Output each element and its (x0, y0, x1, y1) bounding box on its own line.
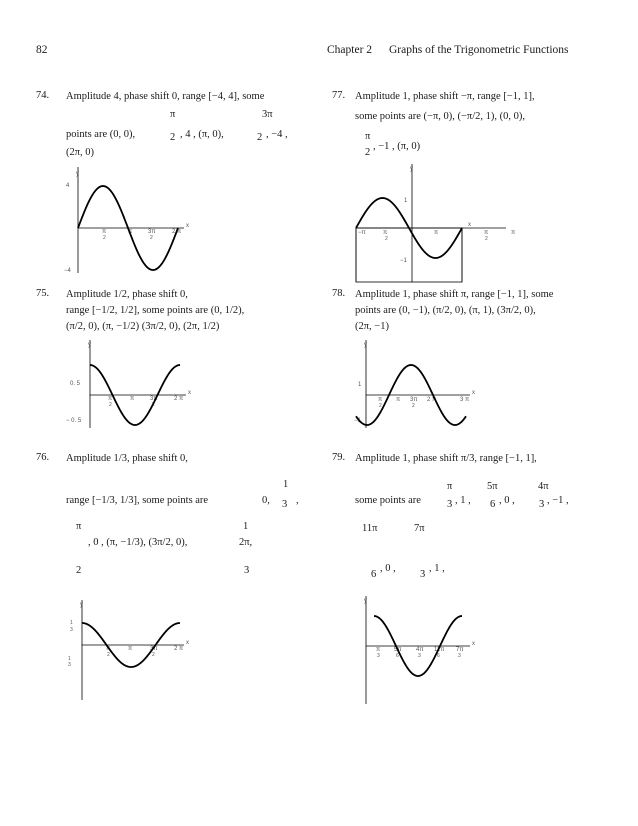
frac-numerator: π (365, 131, 371, 142)
tick-label: 6 (437, 653, 440, 659)
tick-label: 2 (385, 236, 388, 242)
problem-text: some points are (355, 495, 421, 506)
problem-text: Amplitude 1, phase shift −π, range [−1, 1], (355, 91, 535, 102)
tick-label: 2 (107, 652, 110, 658)
problem-number: 79. (332, 452, 346, 463)
frac-denominator: 3 (282, 499, 288, 510)
tick-label: 3 (458, 653, 461, 659)
tick-label: π (128, 646, 133, 652)
tick-label: 7π (456, 647, 464, 653)
tick-label: 3 π (460, 397, 470, 403)
tick-label: π (378, 397, 383, 403)
tick-label: π (130, 396, 135, 402)
tick-label: 11π (434, 647, 445, 653)
tick-label: −1 (354, 418, 361, 424)
frac-denominator: 6 (371, 569, 377, 580)
tick-label: 5π (394, 647, 402, 653)
axis-label: x (472, 641, 475, 647)
tick-label: 2 π (172, 229, 182, 235)
tick-label: 0. 5 (70, 381, 81, 387)
problem-text: (2π, −1) (355, 321, 389, 332)
axis-label: x (468, 222, 471, 228)
tick-label: π (511, 230, 516, 236)
plot-frame (356, 228, 462, 282)
tick-label: − 0. 5 (66, 418, 82, 424)
tick-label: 3 (68, 662, 71, 668)
frac-numerator: π (170, 109, 176, 120)
problem-text: , −1 , (547, 495, 569, 506)
tick-label: 3 (377, 653, 380, 659)
chapter-label: Chapter 2 (327, 44, 373, 56)
frac-numerator: 1 (283, 479, 289, 490)
frac-denominator: 2 (76, 565, 82, 576)
tick-label: 2 (152, 402, 155, 408)
tick-label: π (128, 229, 133, 235)
axis-label: x (188, 390, 191, 396)
problem-text: 2π, (239, 537, 253, 548)
tick-label: 2 (485, 236, 488, 242)
problem-text: Amplitude 1/2, phase shift 0, (66, 289, 188, 300)
tick-label: 2 (379, 403, 382, 409)
frac-numerator: 1 (243, 521, 249, 532)
problem-number: 78. (332, 288, 346, 299)
tick-label: 2 π (174, 646, 184, 652)
axis-label: y (410, 166, 413, 172)
frac-numerator: π (447, 481, 453, 492)
problem-text: Amplitude 1, phase shift π/3, range [−1, 1], (355, 453, 537, 464)
tick-label: π (376, 647, 381, 653)
problem-number: 75. (36, 288, 50, 299)
axis-label: x (186, 223, 189, 229)
problem-number: 77. (332, 90, 346, 101)
problem-number: 76. (36, 452, 50, 463)
tick-label: π (434, 230, 439, 236)
tick-label: 2 π (174, 396, 184, 402)
tick-label: π (102, 229, 107, 235)
problem-text: , 1 , (429, 563, 445, 574)
graph-75 (64, 338, 204, 430)
problem-text: , 4 , (π, 0), (180, 129, 224, 140)
tick-label: 2 (150, 235, 153, 241)
tick-label: 3 (70, 627, 73, 633)
frac-denominator: 2 (170, 132, 176, 143)
frac-denominator: 3 (244, 565, 250, 576)
tick-label: 3π (410, 397, 418, 403)
tick-label: 2 (152, 652, 155, 658)
problem-text: (2π, 0) (66, 147, 95, 158)
problem-text: points are (0, 0), (66, 129, 136, 140)
tick-label: π (106, 646, 111, 652)
tick-label: π (383, 230, 388, 236)
problem-text: Amplitude 1/3, phase shift 0, (66, 453, 188, 464)
problem-text: some points are (−π, 0), (−π/2, 1), (0, 0), (355, 111, 525, 122)
tick-label: 1 (68, 656, 71, 662)
problem-text: (π/2, 0), (π, −1/2) (3π/2, 0), (2π, 1/2) (66, 321, 220, 332)
frac-denominator: 3 (447, 499, 453, 510)
tick-label: −π (358, 230, 366, 236)
axis-label: y (76, 171, 79, 177)
tick-label: 2 (109, 402, 112, 408)
problem-text: , 0 , (π, −1/3), (3π/2, 0), (88, 537, 188, 548)
graph-79 (358, 594, 488, 706)
frac-numerator: 11π (362, 523, 378, 534)
graph-77 (356, 162, 526, 284)
tick-label: 3 (418, 653, 421, 659)
frac-denominator: 2 (365, 147, 371, 158)
frac-numerator: 3π (262, 109, 273, 120)
frac-numerator: 7π (414, 523, 425, 534)
axis-label: y (80, 602, 83, 608)
graph-74 (62, 165, 202, 277)
problem-text: , −1 , (π, 0) (373, 141, 421, 152)
tick-label: 3π (148, 229, 156, 235)
tick-label: 1 (404, 198, 408, 204)
problem-text: , 0 , (499, 495, 515, 506)
page-number: 82 (36, 44, 48, 56)
problem-text: Amplitude 1, phase shift π, range [−1, 1], some (355, 289, 554, 300)
problem-text: , −4 , (266, 129, 288, 140)
frac-denominator: 3 (539, 499, 545, 510)
tick-label: 4π (416, 647, 424, 653)
tick-label: 2 π (427, 397, 437, 403)
problem-text: , 0 , (380, 563, 396, 574)
tick-label: 6 (396, 653, 399, 659)
problem-text: range [−1/2, 1/2], some points are (0, 1/2), (66, 305, 245, 316)
frac-numerator: 5π (487, 481, 498, 492)
tick-label: π (396, 397, 401, 403)
problem-text: range [−1/3, 1/3], some points are (66, 495, 209, 506)
problem-number: 74. (36, 90, 50, 101)
axis-label: y (88, 342, 91, 348)
tick-label: 1 (70, 620, 73, 626)
tick-label: 3π (150, 396, 158, 402)
axis-label: x (472, 390, 475, 396)
tick-label: π (484, 230, 489, 236)
axis-label: y (364, 598, 367, 604)
frac-numerator: π (76, 521, 82, 532)
axis-label: x (186, 640, 189, 646)
tick-label: 2 (103, 235, 106, 241)
graph-76 (60, 598, 200, 702)
frac-denominator: 6 (490, 499, 496, 510)
problem-text: 0, (262, 495, 270, 506)
problem-text: , 1 , (455, 495, 471, 506)
tick-label: 2 (412, 403, 415, 409)
frac-numerator: 4π (538, 481, 549, 492)
graph-78 (352, 338, 492, 430)
chapter-title: Graphs of the Trigonometric Functions (389, 44, 569, 56)
tick-label: 4 (66, 183, 70, 189)
tick-label: π (108, 396, 113, 402)
problem-text: , (296, 495, 299, 506)
tick-label: −4 (64, 268, 71, 274)
problem-text: Amplitude 4, phase shift 0, range [−4, 4], some (66, 91, 265, 102)
frac-denominator: 2 (257, 132, 263, 143)
tick-label: 1 (358, 382, 362, 388)
tick-label: 3π (150, 646, 158, 652)
problem-text: points are (0, −1), (π/2, 0), (π, 1), (3π/2, 0), (355, 305, 536, 316)
axis-label: y (364, 342, 367, 348)
tick-label: −1 (400, 258, 407, 264)
frac-denominator: 3 (420, 569, 426, 580)
